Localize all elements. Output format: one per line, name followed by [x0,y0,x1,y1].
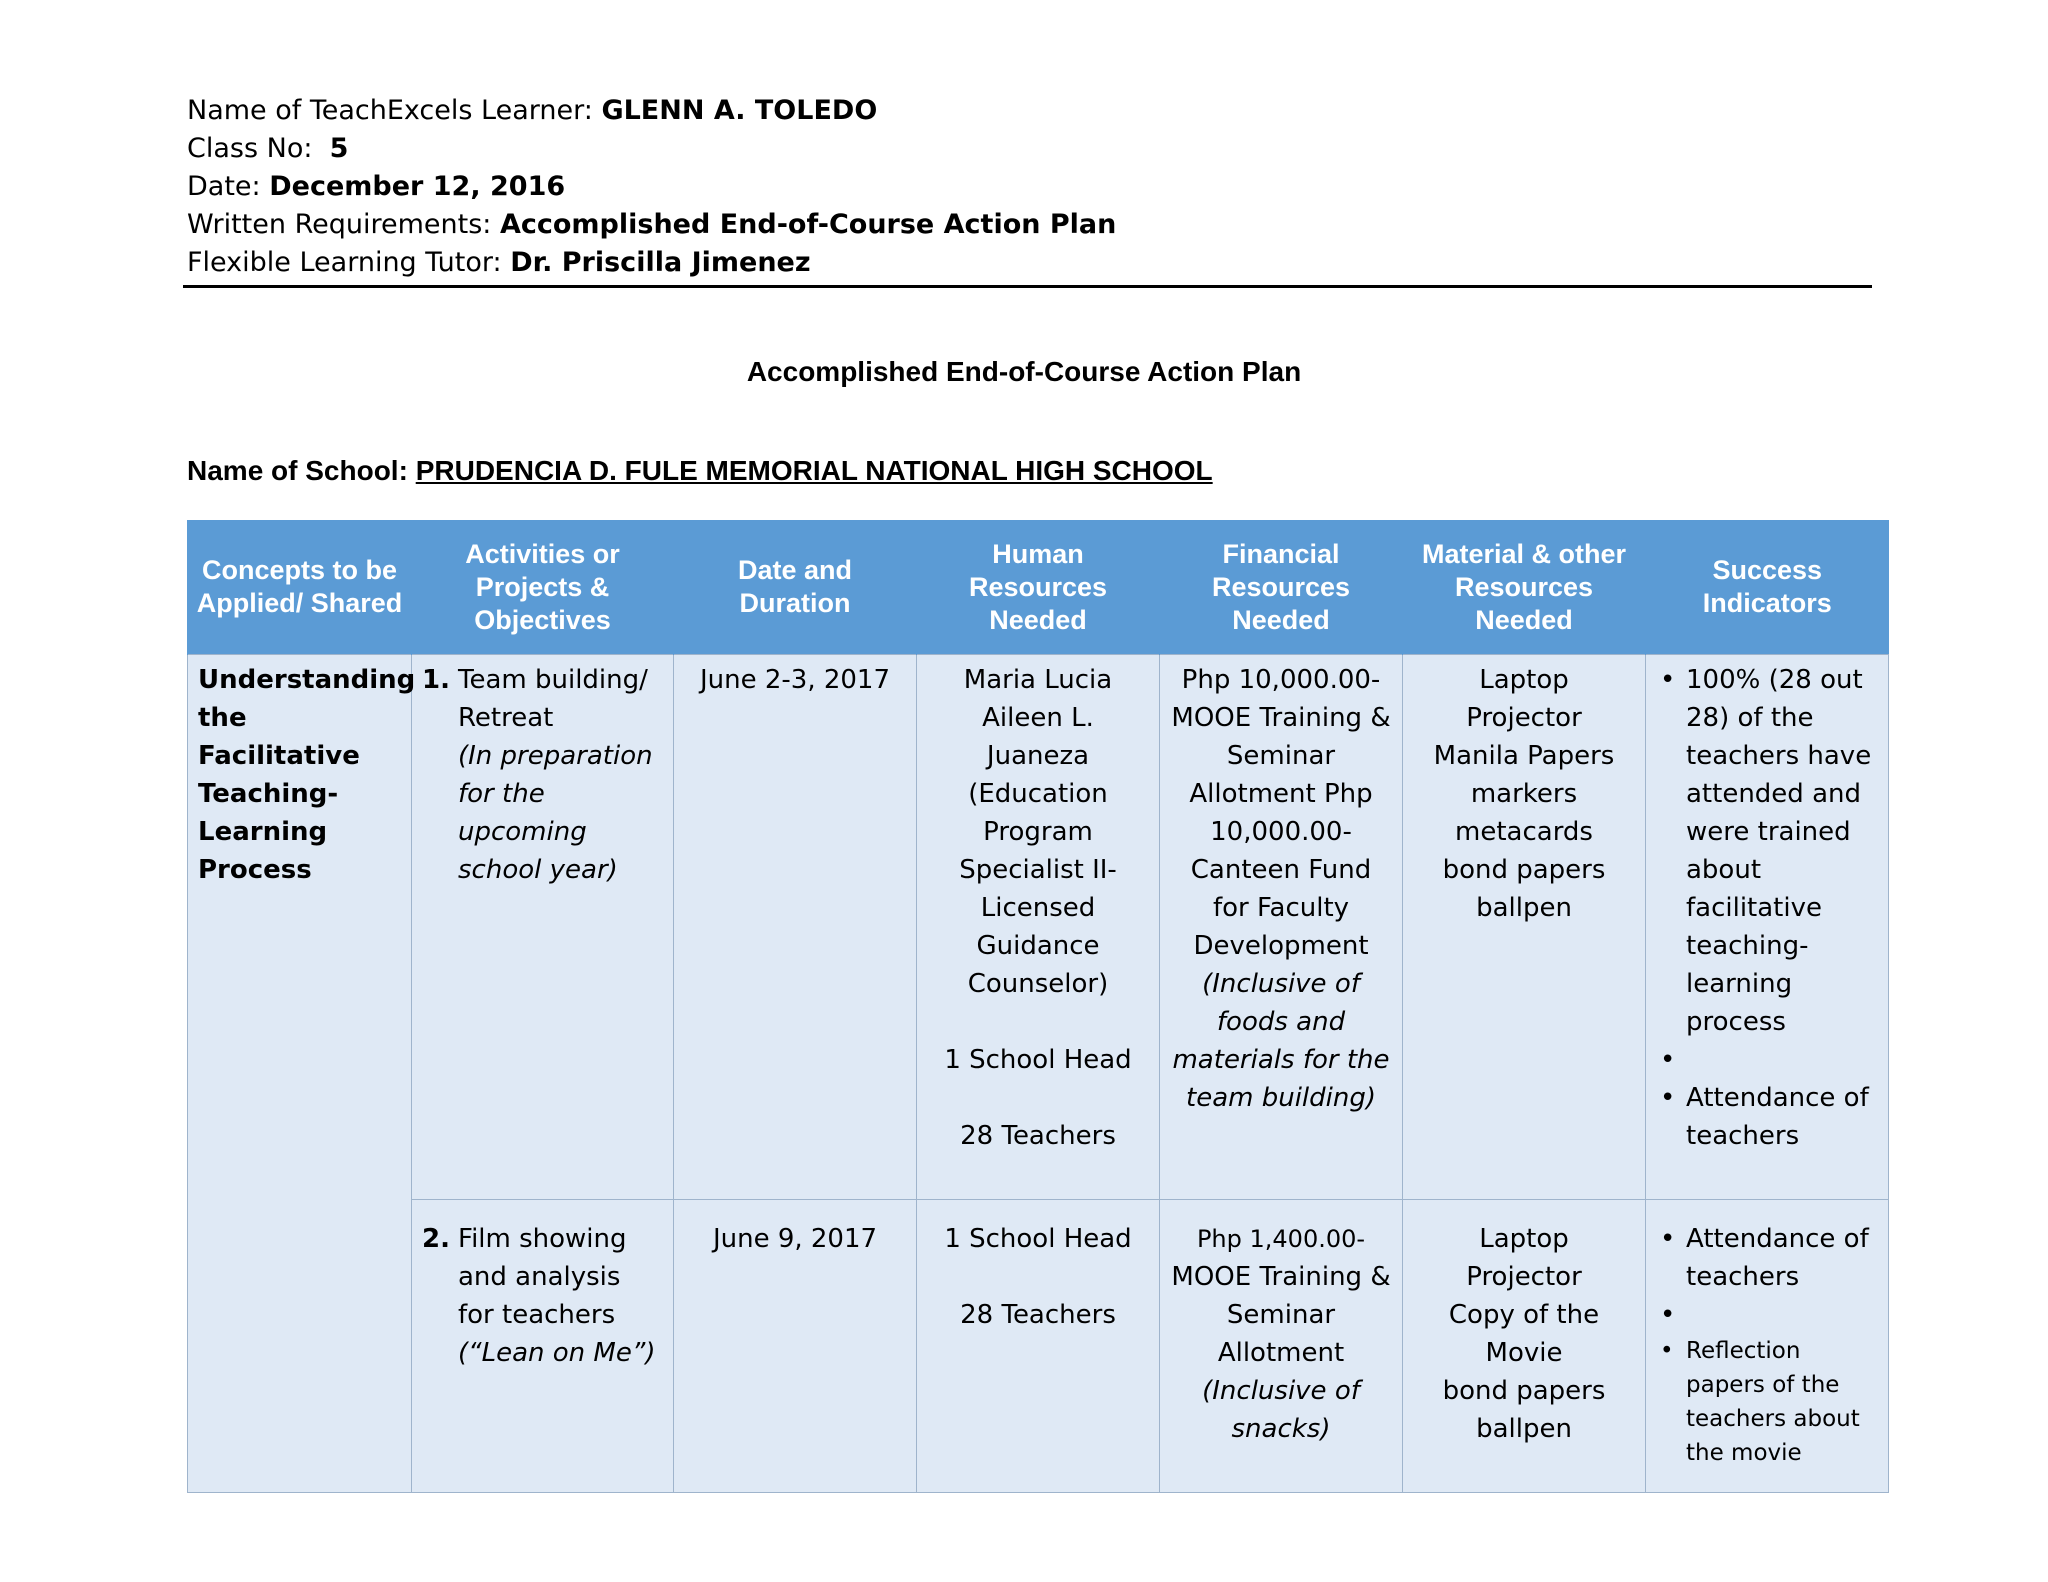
material-item: Projector [1466,703,1582,733]
col-header-materials: Material & other Resources Needed [1403,520,1646,655]
col-header-human: Human Resources Needed [917,520,1160,655]
indicator-item: • Attendance of teachers [1656,1079,1878,1155]
financial-amount: Php 1,400.00- [1196,1225,1366,1253]
material-item: Manila Papers [1433,741,1615,771]
class-label: Class No: [187,133,313,164]
financial-cell [1160,1200,1403,1493]
requirements-value: Accomplished End-of-Course Action Plan [499,209,1117,240]
learner-name: GLENN A. TOLEDO [601,95,878,126]
tutor-label: Flexible Learning Tutor: [187,247,502,278]
school-line [187,455,1213,487]
date-row [187,168,1867,206]
class-number: 5 [329,133,349,164]
requirements-label: Written Requirements: [187,209,492,240]
col-header-concepts: Concepts to be Applied/ Shared [188,520,412,655]
financial-text: Php 10,000.00-MOOE Training & Seminar Allotment Php 10,000.00-Canteen Fund for Faculty Development [1171,665,1391,961]
tutor-row [187,244,1867,282]
material-item: metacards [1455,817,1593,847]
indicator-item: • Attendance of teachers [1656,1220,1878,1296]
date-label: Date: [187,171,261,202]
tutor-name: Dr. Priscilla Jimenez [510,247,811,278]
human-resource: 28 Teachers [960,1121,1116,1151]
action-plan-table [187,520,1889,1493]
financial-text: MOOE Training & Seminar Allotment [1171,1262,1391,1368]
financial-cell [1160,655,1403,1200]
school-label: Name of School: [187,455,408,486]
class-row [187,130,1867,168]
learner-label: Name of TeachExcels Learner: [187,95,593,126]
material-item: bond papers [1442,1376,1606,1406]
indicators-cell [1646,1200,1889,1493]
human-cell [917,1200,1160,1493]
date-cell: June 9, 2017 [674,1200,917,1493]
financial-note: (Inclusive of foods and materials for the team building) [1172,969,1390,1113]
activity-cell [412,655,674,1200]
activity-text: Film showing and analysis for teachers [458,1224,627,1330]
material-item: Projector [1466,1262,1582,1292]
table-row [188,655,1889,1200]
header-divider [183,285,1872,288]
col-header-indicators: Success Indicators [1646,520,1889,655]
concept-cell: Understanding the Facilitative Teaching-Learning Process [188,655,412,1493]
human-resource: 1 School Head [944,1224,1132,1254]
materials-cell [1403,1200,1646,1493]
activity-note: (In preparation for the upcoming school year) [458,741,653,885]
human-resource: 28 Teachers [960,1300,1116,1330]
activity-number: 2. [422,1224,450,1254]
material-item: Laptop [1479,665,1569,695]
requirements-row [187,206,1867,244]
activity-note: (“Lean on Me”) [458,1338,656,1368]
date-cell: June 2-3, 2017 [674,655,917,1200]
activity-number: 1. [422,665,450,695]
learner-header [187,92,1867,282]
date-value: December 12, 2016 [269,171,566,202]
col-header-financial: Financial Resources Needed [1160,520,1403,655]
col-header-activities: Activities or Projects & Objectives [412,520,674,655]
page-title: Accomplished End-of-Course Action Plan [746,356,1302,387]
col-header-date: Date and Duration [674,520,917,655]
indicators-cell [1646,655,1889,1200]
human-cell [917,655,1160,1200]
material-item: markers [1470,779,1578,809]
indicator-item: • Reflection papers of the teachers about the movie [1656,1334,1878,1470]
material-item: Copy of the Movie [1448,1300,1600,1368]
activity-cell [412,1200,674,1493]
table-header-row [188,520,1889,655]
material-item: bond papers [1442,855,1606,885]
material-item: Laptop [1479,1224,1569,1254]
table-row [188,1200,1889,1493]
materials-cell [1403,655,1646,1200]
human-resource: Maria Lucia Aileen L. Juaneza (Education Program Specialist II-Licensed Guidance Counselor) [959,665,1117,999]
human-resource: 1 School Head [944,1045,1132,1075]
financial-note: (Inclusive of snacks) [1202,1376,1360,1444]
indicator-item: • 100% (28 out 28) of the teachers have attended and were trained about facilitative teaching-learning process [1656,661,1878,1041]
material-item: ballpen [1476,1414,1572,1444]
learner-row [187,92,1867,130]
material-item: ballpen [1476,893,1572,923]
activity-text: Team building/ Retreat [458,665,648,733]
school-name: PRUDENCIA D. FULE MEMORIAL NATIONAL HIGH SCHOOL [415,455,1213,486]
